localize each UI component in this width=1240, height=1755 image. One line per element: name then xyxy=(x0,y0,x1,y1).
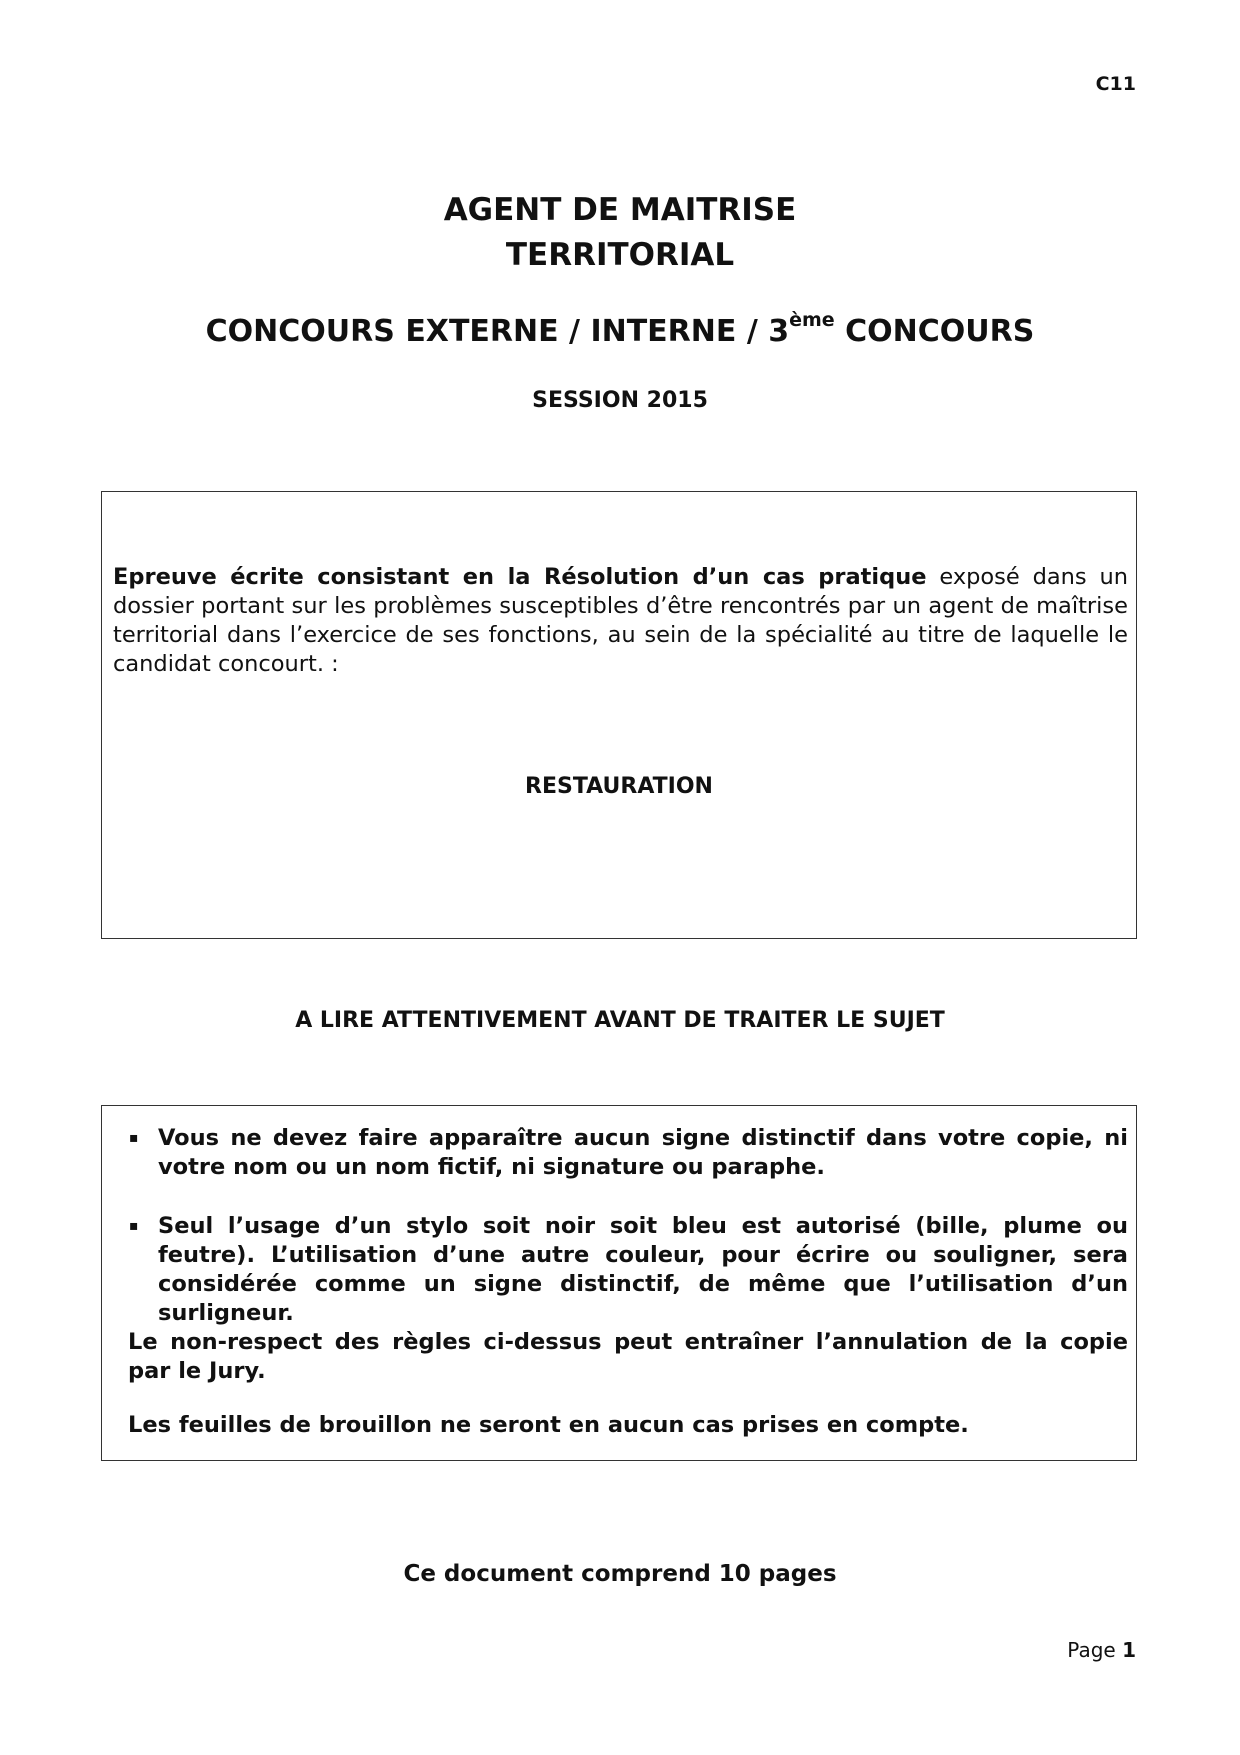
rule-item: Vous ne devez faire apparaître aucun signe distinctif dans votre copie, ni votre nom ou un nom fictif, ni signature ou paraphe. xyxy=(158,1125,1128,1180)
page-footer xyxy=(1000,1638,1136,1662)
epreuve-bold-intro: Epreuve écrite consistant en la Résolution d’un cas pratique xyxy=(113,564,927,590)
document-code: C11 xyxy=(1095,73,1136,95)
concours-superscript: ème xyxy=(789,309,835,331)
concours-prefix: CONCOURS EXTERNE / INTERNE / 3 xyxy=(205,314,790,349)
bullet-icon: ▪ xyxy=(129,1130,139,1146)
epreuve-description xyxy=(113,563,1128,679)
page-number: 1 xyxy=(1122,1638,1136,1662)
epreuve-box xyxy=(101,491,1137,939)
concours-heading xyxy=(0,309,1240,355)
instructions-box xyxy=(101,1105,1137,1461)
bullet-icon: ▪ xyxy=(129,1218,139,1234)
annulation-note: Le non-respect des règles ci-dessus peut entraîner l’annulation de la copie par le Jury. xyxy=(128,1329,1128,1384)
title-line-1: AGENT DE MAITRISE xyxy=(443,192,797,228)
instructions-heading: A LIRE ATTENTIVEMENT AVANT DE TRAITER LE SUJET xyxy=(295,1008,945,1033)
title-line-2: TERRITORIAL xyxy=(505,237,735,273)
concours-suffix: CONCOURS xyxy=(834,314,1035,349)
session-heading: SESSION 2015 xyxy=(532,388,708,413)
brouillon-note: Les feuilles de brouillon ne seront en aucun cas prises en compte. xyxy=(128,1412,969,1438)
page-count-info: Ce document comprend 10 pages xyxy=(403,1561,837,1587)
epreuve-text: exposé dans un dossier portant sur les problèmes susceptibles d’être rencontrés par un agent de maîtrise territorial dans l’exercice de ses fonctions, au sein de la spécialité au titre de laquelle le candidat concourt. : xyxy=(113,564,1129,677)
page-label: Page xyxy=(1067,1638,1123,1662)
rule-item: Seul l’usage d’un stylo soit noir soit bleu est autorisé (bille, plume ou feutre). L’utilisation d’une autre couleur, pour écrire ou souligner, sera considérée comme un signe distinctif, de même que l’utilisation d’un surligneur. xyxy=(158,1213,1128,1326)
specialite-label: RESTAURATION xyxy=(525,774,713,799)
